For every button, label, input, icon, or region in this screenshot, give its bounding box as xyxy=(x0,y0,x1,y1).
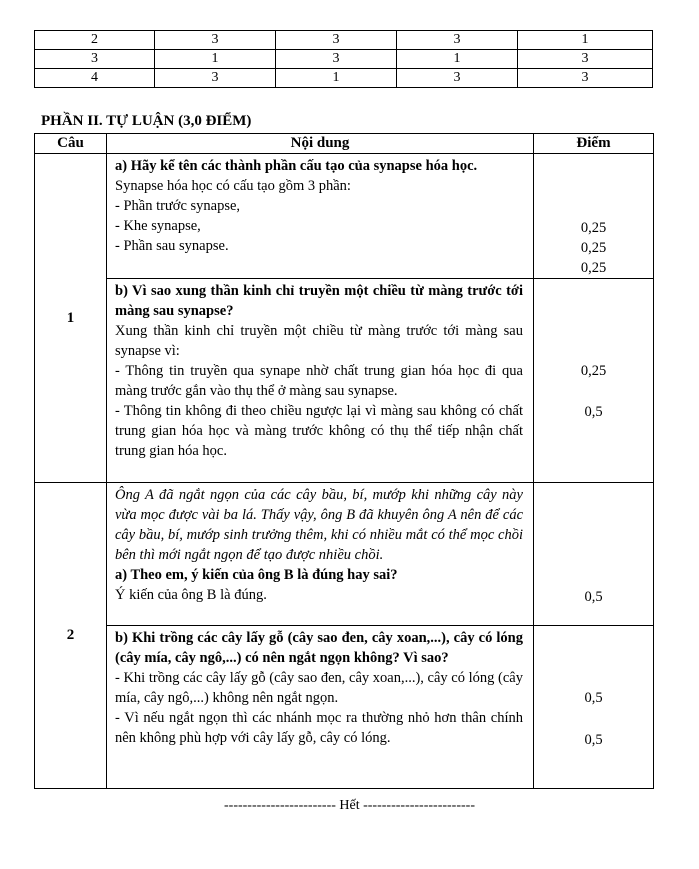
q2b-question: b) Khi trồng các cây lấy gỗ (cây sao đen, cây xoan,...), cây có lóng (cây mía, cây ngô,...) có nên ngắt ngọn không? Vì sao? xyxy=(115,630,523,666)
q1a-point-2: 0,25 xyxy=(580,240,607,256)
answer-table-row xyxy=(35,69,653,88)
q1b-line-1: - Thông tin truyền qua synape nhờ chất trung gian hóa học đi qua màng trước gắn vào thụ thể ở màng sau synapse. xyxy=(115,363,523,399)
q1b-line-2: - Thông tin không đi theo chiều ngược lại vì màng sau không có chất trung gian hóa học và màng trước không có thụ thể tiếp nhận chất trung gian hóa học. xyxy=(115,403,523,459)
header-noidung: Nội dung xyxy=(107,134,534,154)
answer-table-cell: 1 xyxy=(518,31,653,50)
question-number-2: 2 xyxy=(35,483,107,789)
q2a-question: a) Theo em, ý kiến của ông B là đúng hay sai? xyxy=(115,567,398,583)
answer-table-cell: 1 xyxy=(276,69,397,88)
q2a-content xyxy=(107,483,534,626)
q1b-intro: Xung thần kinh chỉ truyền một chiều từ màng trước tới màng sau synapse vì: xyxy=(115,323,523,359)
q2b-content xyxy=(107,626,534,789)
q1a-line-3: - Khe synapse, xyxy=(115,218,201,234)
q2b-line-2: - Vì nếu ngắt ngọn thì các nhánh mọc ra thường nhỏ hơn thân chính nên không phù hợp với cây lấy gỗ, cây có lóng. xyxy=(115,710,523,746)
answer-table-cell: 3 xyxy=(518,50,653,69)
answer-table-cell: 3 xyxy=(276,31,397,50)
q2a-answer: Ý kiến của ông B là đúng. xyxy=(115,587,267,603)
q1b-point-2: 0,5 xyxy=(584,404,603,420)
answer-table-cell: 3 xyxy=(518,69,653,88)
q2a-row xyxy=(35,483,654,626)
answer-table-cell: 3 xyxy=(397,31,518,50)
answer-table-part1 xyxy=(34,30,653,88)
answer-table-cell: 3 xyxy=(276,50,397,69)
q1a-question: a) Hãy kể tên các thành phần cấu tạo của synapse hóa học. xyxy=(115,158,478,174)
q2a-point: 0,5 xyxy=(584,589,603,605)
answer-table-body xyxy=(35,31,653,88)
q1a-row xyxy=(35,154,654,279)
q1a-line-1: Synapse hóa học có cấu tạo gồm 3 phần: xyxy=(115,178,351,194)
q1a-line-2: - Phần trước synapse, xyxy=(115,198,241,214)
answer-table-cell: 1 xyxy=(155,50,276,69)
answer-table-cell: 3 xyxy=(35,50,155,69)
answer-table-row xyxy=(35,31,653,50)
q1a-points xyxy=(534,154,654,279)
q2b-point-2: 0,5 xyxy=(584,732,603,748)
q1b-content xyxy=(107,279,534,483)
q1b-point-1: 0,25 xyxy=(580,363,607,379)
q2b-row xyxy=(35,626,654,789)
end-marker: ------------------------ Hết ------------------------ xyxy=(224,798,475,813)
header-cau: Câu xyxy=(35,134,107,154)
q1a-point-1: 0,25 xyxy=(580,220,607,236)
section-title: PHẦN II. TỰ LUẬN (3,0 ĐIỂM) xyxy=(41,113,252,129)
q1a-line-4: - Phần sau synapse. xyxy=(115,238,229,254)
answer-table-row xyxy=(35,50,653,69)
answer-table-cell: 4 xyxy=(35,69,155,88)
q2b-line-1: - Khi trồng các cây lấy gỗ (cây sao đen, cây xoan,...), cây có lóng (cây mía, cây ngô,...) không nên ngắt ngọn. xyxy=(115,670,523,706)
question-number-1: 1 xyxy=(35,154,107,483)
answer-table-cell: 3 xyxy=(155,31,276,50)
answer-table-cell: 2 xyxy=(35,31,155,50)
q2b-points xyxy=(534,626,654,789)
answer-table-cell: 3 xyxy=(397,69,518,88)
q2b-point-1: 0,5 xyxy=(584,690,603,706)
essay-answer-table xyxy=(34,133,654,789)
header-diem: Điểm xyxy=(534,134,654,154)
q2-scenario: Ông A đã ngắt ngọn của các cây bầu, bí, mướp khi những cây này vừa mọc được vài ba lá. Thấy vậy, ông B đã khuyên ông A nên để các cây bầu, bí, mướp sinh trưởng thêm, khi có nhiều mắt có thể mọc chồi bên thì mới ngắt ngọn để tạo được nhiều chồi. xyxy=(115,487,523,563)
q1b-row xyxy=(35,279,654,483)
q1b-question: b) Vì sao xung thần kinh chỉ truyền một chiều từ màng trước tới màng sau synapse? xyxy=(115,283,523,319)
answer-table-cell: 3 xyxy=(155,69,276,88)
q2a-points xyxy=(534,483,654,626)
q1a-point-3: 0,25 xyxy=(580,260,607,276)
q1b-points xyxy=(534,279,654,483)
q1a-content xyxy=(107,154,534,279)
header-row xyxy=(35,134,654,154)
answer-table-cell: 1 xyxy=(397,50,518,69)
